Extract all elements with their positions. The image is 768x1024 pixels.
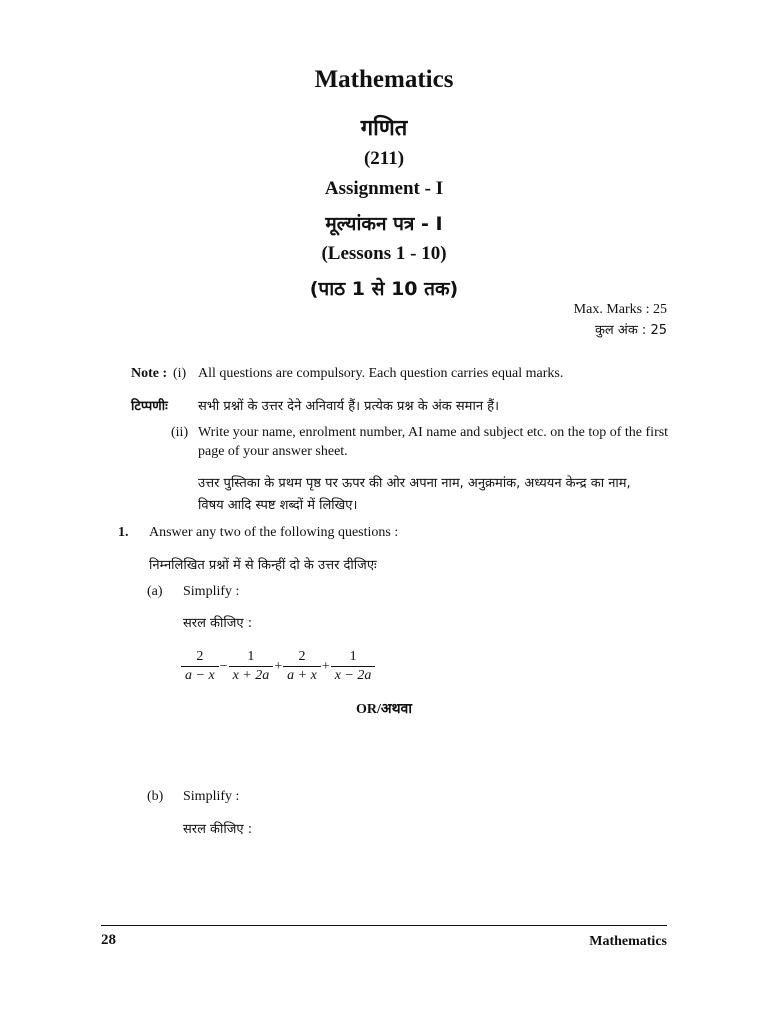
footer-subject: Mathematics [589, 934, 667, 949]
fraction-1-denominator: a − x [181, 666, 219, 685]
part-a-text-hindi: सरल कीजिए : [183, 616, 253, 631]
part-b-text-hindi: सरल कीजिए : [183, 822, 253, 837]
lessons-heading-hindi: (पाठ 1 से 10 तक) [309, 278, 459, 300]
part-b-text: Simplify : [183, 789, 240, 804]
question-text-hindi: निम्नलिखित प्रश्नों में से किन्हीं दो के उत्तर दीजिएः [149, 558, 377, 573]
fraction-4 [331, 648, 376, 685]
assignment-heading-hindi: मूल्यांकन पत्र - I [325, 213, 443, 235]
max-marks-hindi: कुल अंक : 25 [594, 323, 667, 338]
operator-minus: − [219, 658, 228, 674]
fraction-2 [229, 648, 274, 685]
note-item2-text-line2: page of your answer sheet. [198, 444, 348, 459]
math-expression [180, 648, 376, 685]
part-a-label: (a) [147, 584, 163, 599]
part-a-text: Simplify : [183, 584, 240, 599]
fraction-2-numerator: 1 [247, 649, 255, 664]
note-item2-hindi-line2: विषय आदि स्पष्ट शब्दों में लिखिए। [198, 498, 358, 513]
note-item2-hindi-line1: उत्तर पुस्तिका के प्रथम पृष्ठ पर ऊपर की ओर अपना नाम, अनुक्रमांक, अध्ययन केन्द्र का नाम, [198, 476, 631, 491]
fraction-4-denominator: x − 2a [331, 666, 376, 685]
footer-divider [101, 925, 667, 926]
page-title: Mathematics [314, 66, 454, 93]
question-text: Answer any two of the following questions : [149, 525, 399, 540]
page-title-hindi: गणित [360, 116, 408, 141]
lessons-heading: (Lessons 1 - 10) [321, 243, 447, 264]
note-item1-hindi: सभी प्रश्नों के उत्तर देने अनिवार्य हैं। प्रत्येक प्रश्न के अंक समान हैं। [198, 399, 499, 414]
fraction-4-numerator: 1 [349, 649, 357, 664]
operator-plus-2: + [321, 658, 330, 674]
operator-plus-1: + [274, 658, 283, 674]
fraction-3-numerator: 2 [298, 649, 306, 664]
max-marks: Max. Marks : 25 [573, 302, 667, 317]
note-item2-text-line1: Write your name, enrolment number, AI name and subject etc. on the top of the first [198, 425, 669, 440]
part-b-label: (b) [147, 789, 164, 804]
fraction-2-denominator: x + 2a [229, 666, 274, 685]
page-number: 28 [101, 932, 116, 948]
fraction-1-numerator: 2 [196, 649, 204, 664]
question-number: 1. [118, 525, 129, 540]
note-item1-text: All questions are compulsory. Each question carries equal marks. [198, 366, 564, 381]
note-item2-number: (ii) [171, 425, 189, 440]
note-item1-number: (i) [173, 366, 187, 381]
assignment-heading: Assignment - I [324, 178, 444, 199]
note-label-hindi: टिप्पणीः [131, 399, 168, 414]
subject-code: (211) [363, 148, 405, 169]
fraction-3-denominator: a + x [283, 666, 321, 685]
fraction-3 [283, 648, 321, 685]
note-label: Note : [131, 366, 168, 381]
fraction-1 [181, 648, 219, 685]
or-separator: OR/अथवा [356, 702, 412, 717]
